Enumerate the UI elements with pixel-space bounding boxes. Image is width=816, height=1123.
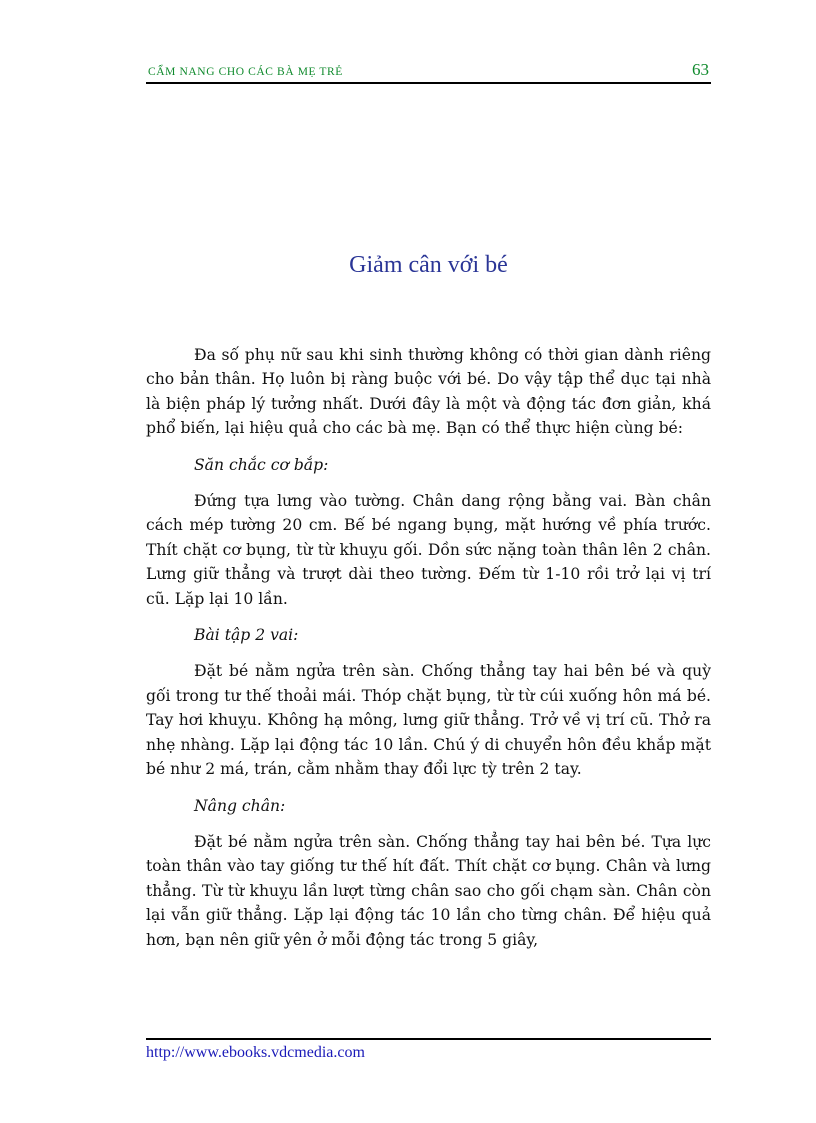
section-heading: Nâng chân: (194, 796, 286, 815)
section-heading: Săn chắc cơ bắp: (194, 455, 329, 474)
body-text (146, 343, 711, 964)
page-footer (146, 1038, 711, 1062)
section-paragraph: Đặt bé nằm ngửa trên sàn. Chống thẳng tay hai bên bé. Tựa lực toàn thân vào tay giống tư thế hít đất. Thít chặt cơ bụng. Chân và lưng thẳng. Từ từ khuỵu lần lượt từng chân sao cho gối chạm sàn. Chân còn lại vẫn giữ thẳng. Lặp lại động tác 10 lần cho từng chân. Để hiệu quả hơn, bạn nên giữ yên ở mỗi động tác trong 5 giây, (146, 832, 711, 949)
footer-url-link[interactable]: http://www.ebooks.vdcmedia.com (146, 1044, 365, 1061)
section-heading: Bài tập 2 vai: (194, 626, 299, 645)
page-number: 63 (692, 60, 709, 79)
page-header (146, 60, 711, 84)
section-paragraph: Đứng tựa lưng vào tường. Chân dang rộng bằng vai. Bàn chân cách mép tường 20 cm. Bế bé ngang bụng, mặt hướng về phía trước. Thít chặt cơ bụng, từ từ khuỵu gối. Dồn sức nặng toàn thân lên 2 chân. Lưng giữ thẳng và trượt dài theo tường. Đếm từ 1-10 rồi trở lại vị trí cũ. Lặp lại 10 lần. (146, 492, 711, 608)
running-header-title: CẨM NANG CHO CÁC BÀ MẸ TRẺ (148, 66, 343, 78)
chapter-title: Giảm cân với bé (349, 252, 508, 278)
section-paragraph: Đặt bé nằm ngửa trên sàn. Chống thẳng tay hai bên bé và quỳ gối trong tư thế thoải mái. Thóp chặt bụng, từ từ cúi xuống hôn má bé. Tay hơi khuỵu. Không hạ mông, lưng giữ thẳng. Trở về vị trí cũ. Thở ra nhẹ nhàng. Lặp lại động tác 10 lần. Chú ý di chuyển hôn đều khắp mặt bé như 2 má, trán, cằm nhằm thay đổi lực tỳ trên 2 tay. (146, 662, 711, 779)
intro-paragraph: Đa số phụ nữ sau khi sinh thường không có thời gian dành riêng cho bản thân. Họ luôn bị ràng buộc với bé. Do vậy tập thể dục tại nhà là biện pháp lý tưởng nhất. Dưới đây là một và động tác đơn giản, khá phổ biến, lại hiệu quả cho các bà mẹ. Bạn có thể thực hiện cùng bé: (146, 346, 711, 438)
